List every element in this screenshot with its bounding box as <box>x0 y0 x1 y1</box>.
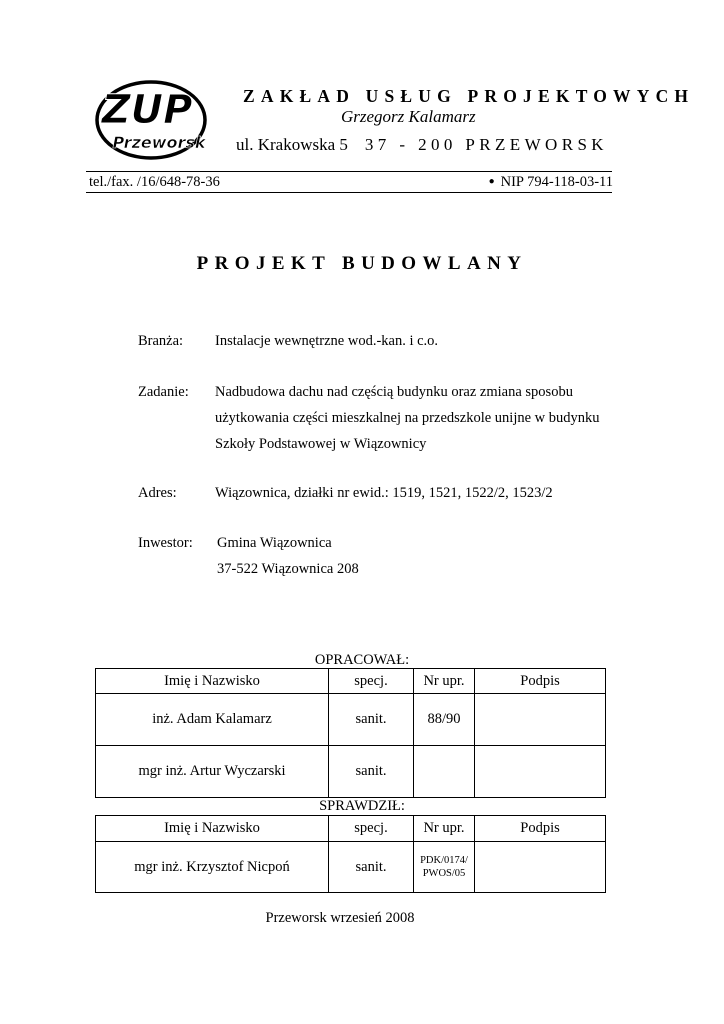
place-date: Przeworsk wrzesień 2008 <box>265 910 415 926</box>
header-cell: specj. <box>329 816 414 842</box>
header-cell: Nr upr. <box>414 669 475 694</box>
header-rule-top <box>86 171 612 172</box>
zadanie-line-2: użytkowania części mieszkalnej na przedszkole unijne w budynku <box>215 410 600 426</box>
table-row <box>96 694 606 746</box>
adres-label: Adres: <box>138 485 177 501</box>
tel-fax: tel./fax. /16/648-78-36 <box>89 174 220 190</box>
table-row <box>96 842 606 893</box>
table-cell-nr <box>414 842 475 893</box>
inwestor-label: Inwestor: <box>138 535 193 551</box>
table-cell-name: mgr inż. Artur Wyczarski <box>96 746 329 798</box>
zadanie-line-1: Nadbudowa dachu nad częścią budynku oraz zmiana sposobu <box>215 384 573 400</box>
table-cell-signature <box>475 842 606 893</box>
table-cell-spec: sanit. <box>329 746 414 798</box>
table-header-row <box>96 816 606 842</box>
table-cell-signature <box>475 746 606 798</box>
bullet-icon: ● <box>488 176 495 187</box>
nr-upr-line-1: PDK/0174/ <box>420 855 468 866</box>
header-cell: specj. <box>329 669 414 694</box>
sprawdzil-title: SPRAWDZIŁ: <box>319 798 405 814</box>
logo-text-main: ZUP <box>101 87 193 133</box>
header-cell: Podpis <box>475 816 606 842</box>
table-header-row <box>96 669 606 694</box>
header-rule-bottom <box>86 192 612 193</box>
zadanie-line-3: Szkoły Podstawowej w Wiązownicy <box>215 436 427 452</box>
header-cell: Nr upr. <box>414 816 475 842</box>
inwestor-line-2: 37-522 Wiązownica 208 <box>217 561 359 577</box>
document-title: PROJEKT BUDOWLANY <box>196 253 528 274</box>
company-owner: Grzegorz Kalamarz <box>341 107 476 126</box>
branza-value: Instalacje wewnętrzne wod.-kan. i c.o. <box>215 333 439 349</box>
logo-text-sub: Przeworsk <box>112 133 206 152</box>
table-cell-name: inż. Adam Kalamarz <box>96 694 329 746</box>
branza-label: Branża: <box>138 333 184 349</box>
adres-value: Wiązownica, działki nr ewid.: 1519, 1521, 1522/2, 1523/2 <box>215 485 553 501</box>
address-street: ul. Krakowska 5 <box>236 135 348 154</box>
table-cell-name: mgr inż. Krzysztof Nicpoń <box>96 842 329 893</box>
opracowal-title: OPRACOWAŁ: <box>314 652 410 668</box>
opracowal-table <box>95 668 606 798</box>
table-row <box>96 746 606 798</box>
zup-logo <box>95 78 237 160</box>
table-cell-nr: 88/90 <box>414 694 475 746</box>
company-name: ZAKŁAD USŁUG PROJEKTOWYCH <box>243 86 695 106</box>
sprawdzil-table <box>95 815 606 893</box>
company-address <box>236 135 608 155</box>
table-cell-spec: sanit. <box>329 842 414 893</box>
nip-text: NIP 794-118-03-11 <box>500 174 613 190</box>
table-cell-spec: sanit. <box>329 694 414 746</box>
header-cell: Imię i Nazwisko <box>96 669 329 694</box>
address-city: 37 - 200 PRZEWORSK <box>364 135 608 154</box>
table-cell-nr <box>414 746 475 798</box>
header-cell: Imię i Nazwisko <box>96 816 329 842</box>
nip <box>489 174 613 191</box>
table-cell-signature <box>475 694 606 746</box>
inwestor-line-1: Gmina Wiązownica <box>217 535 332 551</box>
zadanie-label: Zadanie: <box>138 384 189 400</box>
header-cell: Podpis <box>475 669 606 694</box>
nr-upr-line-2: PWOS/05 <box>422 868 466 879</box>
